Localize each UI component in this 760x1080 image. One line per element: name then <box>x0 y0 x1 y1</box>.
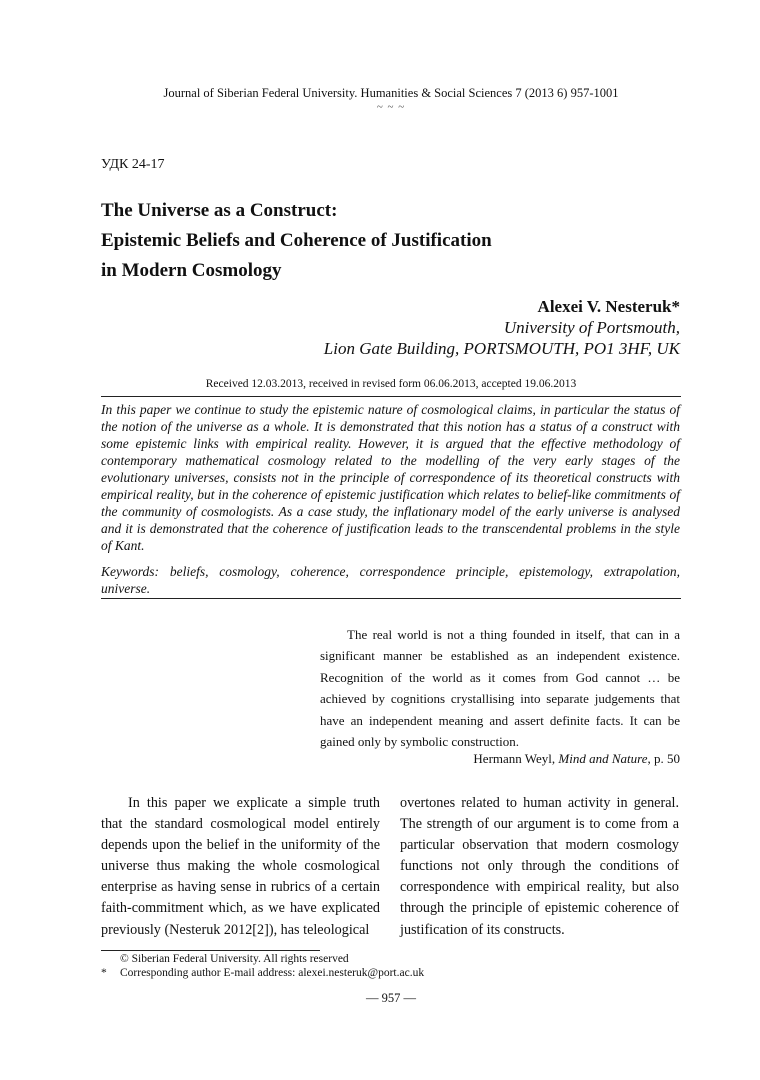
epigraph-author: Hermann Weyl, <box>473 751 559 766</box>
title-line-1: The Universe as a Construct: <box>101 200 338 221</box>
affiliation-line-1: University of Portsmouth, <box>503 318 680 337</box>
journal-header: Journal of Siberian Federal University. Humanities & Social Sciences 7 (2013 6) 957-1001 <box>163 86 619 100</box>
footnote-copyright: © Siberian Federal University. All rights reserved <box>120 953 349 965</box>
paper-title <box>101 196 661 286</box>
epigraph-page: , p. 50 <box>647 751 680 766</box>
udc-code: УДК 24-17 <box>101 157 165 172</box>
received-dates: Received 12.03.2013, received in revised form 06.06.2013, accepted 19.06.2013 <box>205 378 577 390</box>
author-block <box>324 296 680 359</box>
header-separator: ~ ~ ~ <box>376 101 406 113</box>
body-right-column: overtones related to human activity in general. The strength of our argument is to come from a particular observation that modern cosmology functions not only through the conditions of correspondence with empirical reality, but also through the principle of epistemic coherence of justification of its constructs. <box>400 795 679 938</box>
abstract-top-rule <box>101 396 681 397</box>
title-line-2: Epistemic Beliefs and Coherence of Justification <box>101 230 492 251</box>
footnote-corresponding-author: Corresponding author E-mail address: alexei.nesteruk@port.ac.uk <box>120 967 425 979</box>
author-name: Alexei V. Nesteruk* <box>537 297 680 316</box>
footnote-mark: * <box>101 967 107 979</box>
title-line-3: in Modern Cosmology <box>101 260 282 281</box>
epigraph-work: Mind and Nature <box>558 751 648 766</box>
page-number: — 957 — <box>366 991 416 1005</box>
affiliation-line-2: Lion Gate Building, PORTSMOUTH, PO1 3HF, UK <box>323 339 680 358</box>
epigraph-quote: The real world is not a thing founded in itself, that can in a significant manner be established as an independent existence. Recognition of the world as it comes from God cannot … be achieved by cognitions crystallising into separate judgements that have an independent meaning and assert definite facts. It can be gained only by symbolic construction. <box>320 627 680 750</box>
author-affiliation <box>324 317 680 359</box>
footnote-rule <box>101 950 320 951</box>
keywords: Keywords: beliefs, cosmology, coherence, correspondence principle, epistemology, extrapolation, universe. <box>101 564 680 596</box>
epigraph-attribution <box>473 751 680 767</box>
abstract-bottom-rule <box>101 598 681 599</box>
abstract: In this paper we continue to study the epistemic nature of cosmological claims, in particular the status of the notion of the universe as a whole. It is demonstrated that this notion has a status of a construct with some epistemic links with empirical reality. However, it is argued that the effective methodology of contemporary mathematical cosmology related to the modelling of the very early stages of the evolutionary universes, consists not in the principle of correspondence of its theoretical constructs with empirical reality, but in the coherence of epistemic justification which relates to belief-like commitments of the community of cosmologists. As a case study, the inflationary model of the early universe is analysed and it is demonstrated that the coherence of justification leads to the transcendental problems in the style of Kant. <box>101 402 680 554</box>
body-left-column: In this paper we explicate a simple truth that the standard cosmological model entirely depends upon the belief in the uniformity of the universe thus making the whole cosmological enterprise as having sense in rubrics of a certain faith-commitment which, as we have explicated previously (Nesteruk 2012[2]), has teleological <box>101 795 380 938</box>
